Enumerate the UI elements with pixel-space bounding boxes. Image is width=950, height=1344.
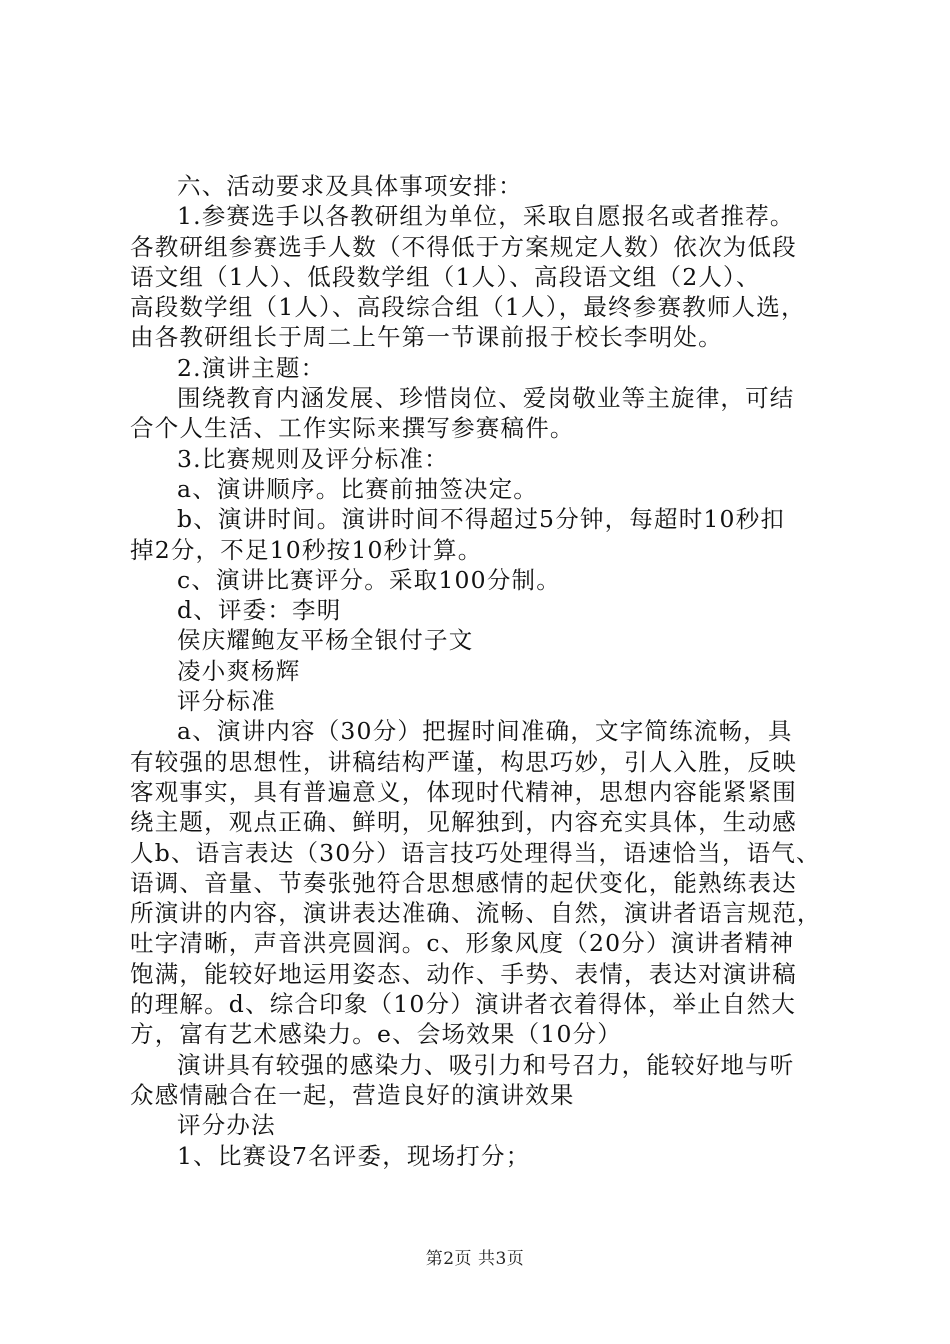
text-line: 客观事实，具有普遍意义，体现时代精神，思想内容能紧紧围 [130,777,797,806]
text-line: 掉2分，不足10秒按10秒计算。 [130,535,483,564]
text-line: a、演讲内容（30分）把握时间准确，文字简练流畅，具 [177,717,793,746]
text-line: 语文组（1人）、低段数学组（1人）、高段语文组（2人）、 [130,262,761,291]
text-line: 方，富有艺术感染力。e、会场效果（10分） [130,1020,623,1049]
text-line: b、演讲时间。演讲时间不得超过5分钟，每超时10秒扣 [177,505,786,534]
text-line: 众感情融合在一起，营造良好的演讲效果 [130,1080,575,1109]
text-line: 凌小爽杨辉 [177,656,301,685]
text-line: 围绕教育内涵发展、珍惜岗位、爱岗敬业等主旋律，可结 [177,384,795,413]
text-line: 饱满，能较好地运用姿态、动作、手势、表情，表达对演讲稿 [130,959,797,988]
text-line: 2.演讲主题： [177,353,326,382]
text-line: 侯庆耀鲍友平杨全银付子文 [177,626,474,655]
text-line: 六、活动要求及具体事项安排： [177,172,523,200]
text-line: 各教研组参赛选手人数（不得低于方案规定人数）依次为低段 [130,232,797,261]
text-line: 演讲具有较强的感染力、吸引力和号召力，能较好地与听 [177,1050,795,1079]
text-line: c、演讲比赛评分。采取100分制。 [177,565,561,594]
text-line: 1、比赛设7名评委，现场打分； [177,1141,531,1170]
text-line: 人b、语言表达（30分）语言技巧处理得当，语速恰当，语气、 [130,838,821,867]
text-line: 合个人生活、工作实际来撰写参赛稿件。 [130,414,575,443]
page-footer: 第2页 共3页 [425,1249,525,1269]
text-line: 吐字清晰，声音洪亮圆润。c、形象风度（20分）演讲者精神 [130,929,795,958]
text-line: 有较强的思想性，讲稿结构严谨，构思巧妙，引人入胜，反映 [130,747,797,776]
text-line: 的理解。d、综合印象（10分）演讲者衣着得体，举止自然大 [130,990,797,1019]
text-line: 由各教研组长于周二上午第一节课前报于校长李明处。 [130,323,723,352]
text-line: 评分办法 [177,1111,276,1140]
text-line: 3.比赛规则及评分标准： [177,444,449,473]
document-body [130,171,835,1171]
text-line: 评分标准 [177,687,276,716]
text-line: a、演讲顺序。比赛前抽签决定。 [177,474,539,503]
text-line: 绕主题，观点正确、鲜明，见解独到，内容充实具体，生动感 [130,808,797,837]
text-line: 所演讲的内容，演讲表达准确、流畅、自然，演讲者语言规范， [130,899,822,928]
text-line: d、评委：李明 [177,596,342,625]
text-line: 高段数学组（1人）、高段综合组（1人），最终参赛教师人选， [130,293,806,322]
text-line: 语调、音量、节奏张弛符合思想感情的起伏变化，能熟练表达 [130,868,797,897]
text-line: 1.参赛选手以各教研组为单位，采取自愿报名或者推荐。 [177,202,795,231]
